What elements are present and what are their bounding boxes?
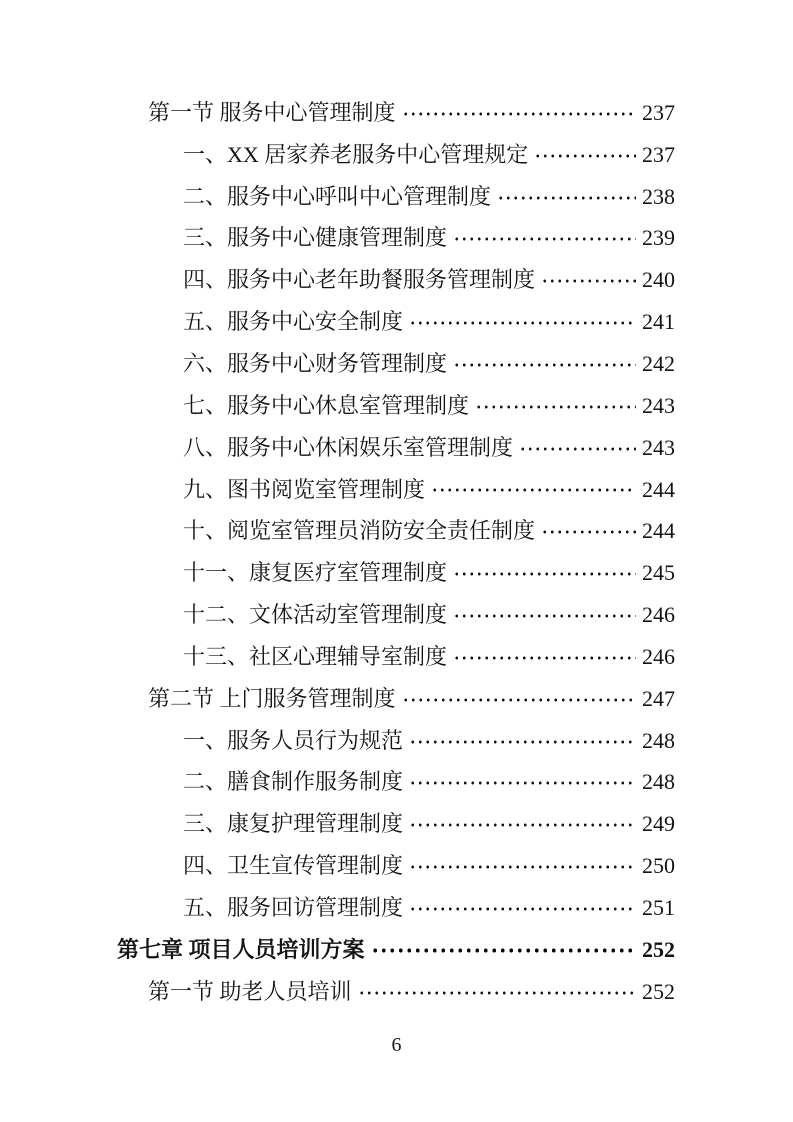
toc-entry-page: 248	[642, 727, 675, 753]
toc-entry-label: 二、服务中心呼叫中心管理制度	[183, 183, 492, 209]
toc-entry-page: 247	[642, 685, 675, 711]
toc-leader-dots	[453, 636, 636, 678]
toc-leader-dots	[409, 803, 636, 845]
toc-leader-dots	[409, 887, 636, 929]
toc-entry-page: 240	[642, 267, 675, 293]
toc-entry	[183, 218, 675, 260]
toc-entry-label: 第二节 上门服务管理制度	[148, 685, 396, 711]
toc-entry-label: 一、服务人员行为规范	[183, 727, 404, 753]
toc-entry-page: 245	[642, 560, 675, 586]
toc-entry	[148, 678, 675, 720]
toc-entry-label: 三、康复护理管理制度	[183, 811, 404, 837]
toc-entry	[183, 594, 675, 636]
toc-entry	[183, 301, 675, 343]
toc-entry-page: 237	[642, 141, 675, 167]
toc-leader-dots	[409, 845, 636, 887]
toc-entry-label: 五、服务回访管理制度	[183, 894, 404, 920]
toc-entry	[183, 803, 675, 845]
toc-leader-dots	[519, 427, 636, 469]
toc-entry	[183, 343, 675, 385]
toc-entry-label: 四、服务中心老年助餐服务管理制度	[183, 267, 536, 293]
toc-leader-dots	[453, 552, 636, 594]
toc-leader-dots	[409, 720, 636, 762]
toc-leader-dots	[453, 343, 636, 385]
toc-leader-dots	[534, 134, 636, 176]
toc-leader-dots	[541, 259, 636, 301]
toc-entry-page: 237	[642, 99, 675, 125]
toc-entry-page: 246	[642, 602, 675, 628]
toc-entry-page: 241	[642, 309, 675, 335]
toc-entry-page: 251	[642, 894, 675, 920]
toc-entry-page: 244	[642, 476, 675, 502]
toc-entry	[183, 176, 675, 218]
toc-entry	[183, 552, 675, 594]
toc-entry-label: 第七章 项目人员培训方案	[117, 936, 365, 962]
toc-entry-page: 244	[642, 518, 675, 544]
toc-entry	[183, 469, 675, 511]
toc-entry	[183, 636, 675, 678]
toc-entry-label: 五、服务中心安全制度	[183, 309, 404, 335]
toc-entry-label: 九、图书阅览室管理制度	[183, 476, 426, 502]
toc-leader-dots	[453, 218, 636, 260]
toc-entry-label: 三、服务中心健康管理制度	[183, 225, 448, 251]
toc-entry	[183, 510, 675, 552]
toc-leader-dots	[409, 762, 636, 804]
toc-entry-label: 第一节 助老人员培训	[148, 978, 352, 1004]
toc-entry	[148, 971, 675, 1013]
toc-leader-dots	[541, 510, 636, 552]
toc-leader-dots	[453, 594, 636, 636]
toc-entry-page: 248	[642, 769, 675, 795]
toc-entry	[183, 845, 675, 887]
toc-entry	[183, 887, 675, 929]
toc-entry	[183, 762, 675, 804]
toc-entry-label: 六、服务中心财务管理制度	[183, 350, 448, 376]
toc-leader-dots	[431, 469, 636, 511]
toc-entry-page: 252	[642, 936, 675, 962]
toc-entry-label: 四、卫生宣传管理制度	[183, 853, 404, 879]
toc-entry-label: 第一节 服务中心管理制度	[148, 99, 396, 125]
page-number: 6	[391, 1034, 402, 1056]
toc-entry-label: 十三、社区心理辅导室制度	[183, 643, 448, 669]
toc-entry	[183, 427, 675, 469]
toc-entry-page: 249	[642, 811, 675, 837]
toc-leader-dots	[358, 971, 636, 1013]
toc-entry-page: 243	[642, 392, 675, 418]
toc-entry-label: 一、XX 居家养老服务中心管理规定	[183, 141, 529, 167]
toc-entry-label: 十二、文体活动室管理制度	[183, 602, 448, 628]
toc-entry-label: 十、阅览室管理员消防安全责任制度	[183, 518, 536, 544]
toc-entry-page: 246	[642, 643, 675, 669]
toc-entry	[148, 92, 675, 134]
toc-entry-label: 八、服务中心休闲娱乐室管理制度	[183, 434, 514, 460]
toc-list	[117, 92, 675, 1013]
toc-leader-dots	[402, 678, 636, 720]
toc-leader-dots	[475, 385, 636, 427]
toc-entry	[117, 929, 675, 971]
toc-entry-page: 252	[642, 978, 675, 1004]
toc-entry-page: 243	[642, 434, 675, 460]
toc-entry-page: 242	[642, 350, 675, 376]
toc-entry-label: 二、膳食制作服务制度	[183, 769, 404, 795]
toc-leader-dots	[402, 92, 636, 134]
toc-entry	[183, 385, 675, 427]
toc-leader-dots	[409, 301, 636, 343]
toc-entry-label: 七、服务中心休息室管理制度	[183, 392, 470, 418]
toc-entry	[183, 134, 675, 176]
toc-entry	[183, 720, 675, 762]
toc-leader-dots	[371, 929, 636, 971]
toc-entry-label: 十一、康复医疗室管理制度	[183, 560, 448, 586]
toc-entry-page: 250	[642, 853, 675, 879]
toc-entry-page: 238	[642, 183, 675, 209]
toc-entry-page: 239	[642, 225, 675, 251]
toc-entry	[183, 259, 675, 301]
toc-leader-dots	[497, 176, 636, 218]
